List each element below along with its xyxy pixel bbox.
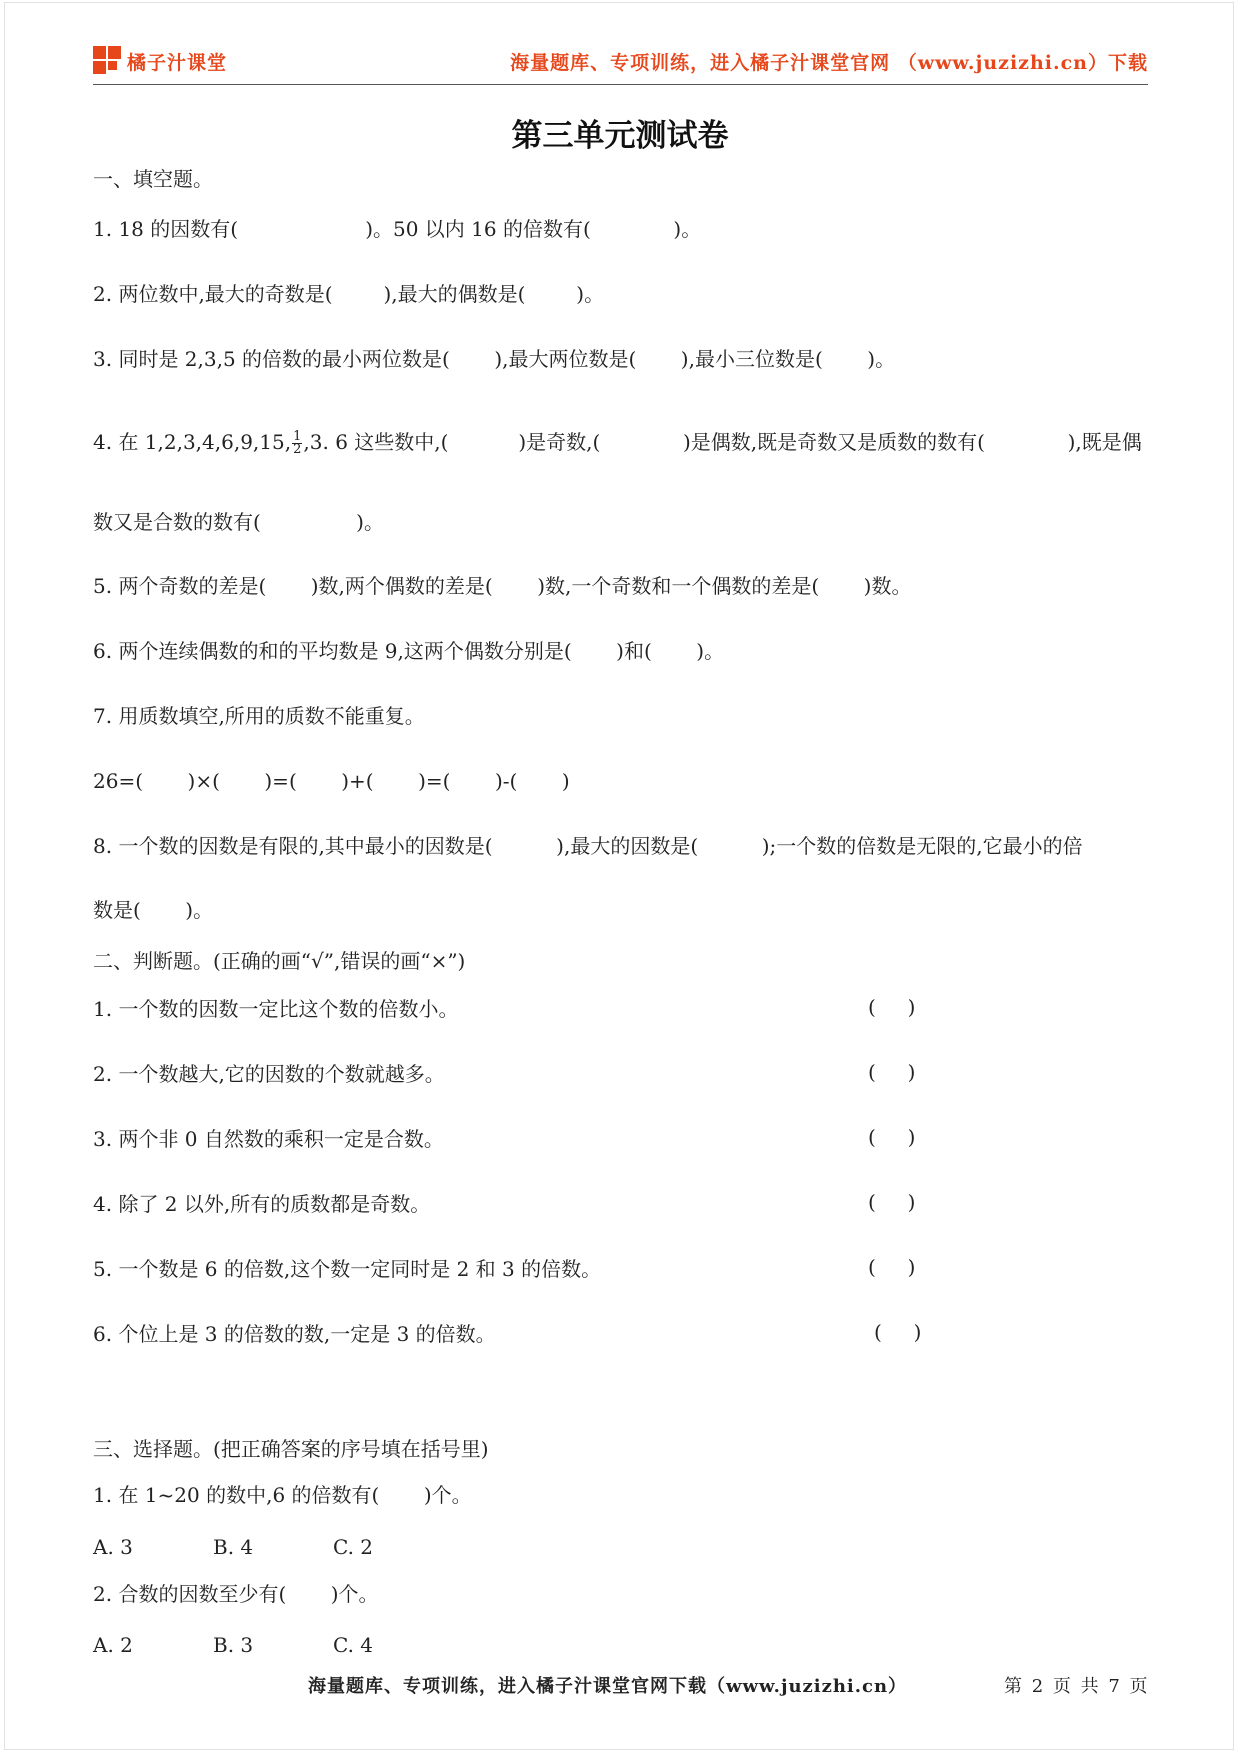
page-title: 第三单元测试卷: [511, 118, 729, 154]
fill-question-3: 3. 同时是 2,3,5 的倍数的最小两位数是( ),最大两位数是( ),最小三位数是( )。: [93, 347, 896, 371]
fill-question-8-continued: 数是( )。: [93, 898, 214, 922]
fraction-denominator: 2: [293, 442, 302, 457]
fill-question-4-continued: 数又是合数的数有( )。: [93, 510, 384, 534]
judge-answer-blank-5[interactable]: ( ): [868, 1255, 916, 1279]
footer-slogan: 海量题库、专项训练，进入橘子汁课堂官网下载（www.juzizhi.cn）: [308, 1676, 908, 1697]
page-number: 第 2 页 共 7 页: [1004, 1676, 1150, 1697]
fill-question-2: 2. 两位数中,最大的奇数是( ),最大的偶数是( )。: [93, 282, 605, 306]
fill-question-5: 5. 两个奇数的差是( )数,两个偶数的差是( )数,一个奇数和一个偶数的差是( )数。: [93, 574, 912, 598]
choice-1-option-a[interactable]: A. 3: [93, 1535, 133, 1559]
judge-answer-blank-3[interactable]: ( ): [868, 1125, 916, 1149]
section3-heading: 三、选择题。(把正确答案的序号填在括号里): [93, 1437, 489, 1461]
page-header: [93, 40, 1148, 82]
choice-question-1: 1. 在 1~20 的数中,6 的倍数有( )个。: [93, 1483, 472, 1507]
judge-item-4: 4. 除了 2 以外,所有的质数都是奇数。: [93, 1192, 431, 1216]
judge-answer-blank-4[interactable]: ( ): [868, 1190, 916, 1214]
judge-item-6: 6. 个位上是 3 的倍数的数,一定是 3 的倍数。: [93, 1322, 496, 1346]
choice-2-option-c[interactable]: C. 4: [333, 1633, 374, 1657]
section2-heading: 二、判断题。(正确的画“√”,错误的画“×”): [93, 949, 466, 973]
header-slogan: 海量题库、专项训练，进入橘子汁课堂官网 （www.juzizhi.cn）下载: [510, 52, 1148, 74]
section1-heading: 一、填空题。: [93, 167, 213, 191]
judge-item-3: 3. 两个非 0 自然数的乘积一定是合数。: [93, 1127, 444, 1151]
logo-icon: [93, 46, 123, 76]
fill-question-6: 6. 两个连续偶数的和的平均数是 9,这两个偶数分别是( )和( )。: [93, 639, 725, 663]
fill-question-7-equation: 26=( )×( )=( )+( )=( )-( ): [93, 769, 570, 793]
fill-question-8: 8. 一个数的因数是有限的,其中最小的因数是( ),最大的因数是( );一个数的倍数是无限的,它最小的倍: [93, 834, 1083, 858]
choice-1-option-b[interactable]: B. 4: [213, 1535, 254, 1559]
brand-logo: [93, 46, 227, 76]
choice-2-option-b[interactable]: B. 3: [213, 1633, 254, 1657]
judge-answer-blank-1[interactable]: ( ): [868, 995, 916, 1019]
fraction-numerator: 1: [293, 429, 302, 444]
fill-question-7: 7. 用质数填空,所用的质数不能重复。: [93, 704, 425, 728]
judge-item-1: 1. 一个数的因数一定比这个数的倍数小。: [93, 997, 459, 1021]
fill-question-4-part-a: 4. 在 1,2,3,4,6,9,15,: [93, 430, 292, 454]
logo-text: 橘子汁课堂: [127, 51, 228, 74]
choice-question-2: 2. 合数的因数至少有( )个。: [93, 1582, 379, 1606]
judge-answer-blank-2[interactable]: ( ): [868, 1060, 916, 1084]
choice-2-option-a[interactable]: A. 2: [93, 1633, 133, 1657]
judge-item-2: 2. 一个数越大,它的因数的个数就越多。: [93, 1062, 445, 1086]
judge-answer-blank-6[interactable]: ( ): [874, 1320, 922, 1344]
fill-question-4: [93, 428, 1142, 456]
fill-question-4-part-b: ,3. 6 这些数中,( )是奇数,( )是偶数,既是奇数又是质数的数有( ),既是偶: [303, 430, 1142, 454]
fill-question-1: 1. 18 的因数有( )。50 以内 16 的倍数有( )。: [93, 217, 702, 241]
header-divider: [93, 84, 1148, 85]
judge-item-5: 5. 一个数是 6 的倍数,这个数一定同时是 2 和 3 的倍数。: [93, 1257, 602, 1281]
choice-1-option-c[interactable]: C. 2: [333, 1535, 374, 1559]
fraction-one-half: [292, 431, 302, 456]
